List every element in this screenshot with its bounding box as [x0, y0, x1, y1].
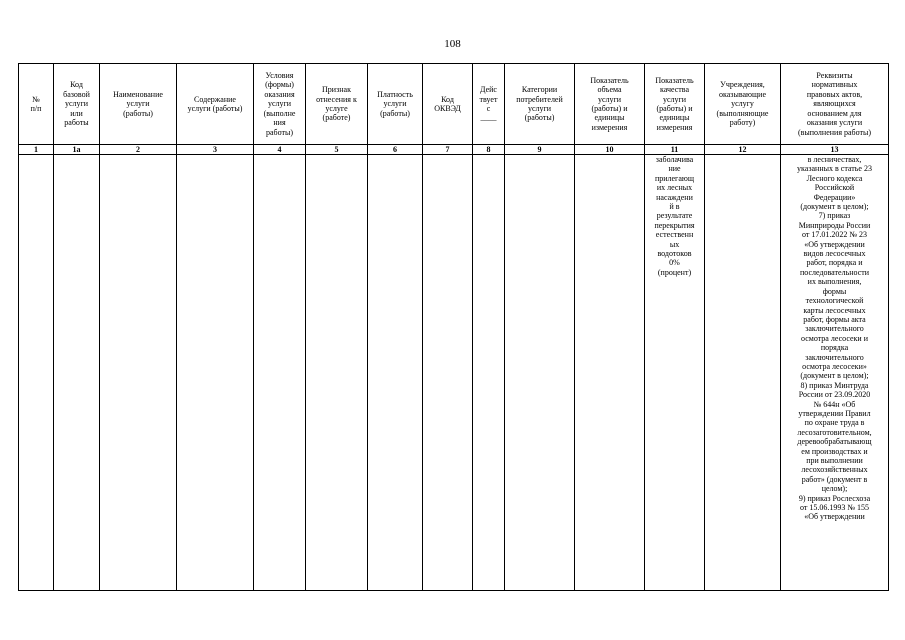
header-row: [19, 64, 889, 145]
column-number: 8: [473, 145, 505, 155]
header-volume-indicator: Показатель объема услуги (работы) и единицы измерения: [575, 64, 645, 145]
header-service-name: Наименование услуги (работы): [100, 64, 177, 145]
cell-volume-indicator: [575, 155, 645, 591]
column-number: 13: [781, 145, 889, 155]
header-row-number: № п/п: [19, 64, 54, 145]
header-quality-indicator: Показатель качества услуги (работы) и единицы измерения: [645, 64, 705, 145]
cell-institutions: [705, 155, 781, 591]
header-conditions: Условия (формы) оказания услуги (выполне ния работы): [254, 64, 306, 145]
cell-legal-acts: в лесничествах, указанных в статье 23 Лесного кодекса Российской Федерации» (документ в целом); 7) приказ Минприроды России от 17.01.2022 № 23 «Об утверждении видов лесосечных работ, порядка и последовательности их выполнения, формы технологической карты лесосечных работ, формы акта заключительного осмотра лесосеки и порядка заключительного осмотра лесосеки» (документ в целом); 8) приказ Минтруда России от 23.09.2020 № 644н «Об утверждении Правил по охране труда в лесозаготовительном, деревообрабатывающ ем производствах и при выполнении лесохозяйственных работ» (документ в целом); 9) приказ Рослесхоза от 15.06.1993 № 155 «Об утверждении: [781, 155, 889, 591]
column-number: 11: [645, 145, 705, 155]
cell-valid-from: [473, 155, 505, 591]
column-number: 9: [505, 145, 575, 155]
column-number-row: [19, 145, 889, 155]
header-valid-from: Дейс твует с ____: [473, 64, 505, 145]
table-row: [19, 155, 889, 591]
column-number: 4: [254, 145, 306, 155]
cell-conditions: [254, 155, 306, 591]
column-number: 5: [306, 145, 368, 155]
column-number: 7: [423, 145, 473, 155]
column-number: 12: [705, 145, 781, 155]
cell-row-number: [19, 155, 54, 591]
header-legal-acts: Реквизиты нормативных правовых актов, являющихся основанием для оказания услуги (выполнения работы): [781, 64, 889, 145]
column-number: 2: [100, 145, 177, 155]
column-number: 1а: [54, 145, 100, 155]
column-number: 1: [19, 145, 54, 155]
column-number: 3: [177, 145, 254, 155]
header-okved: Код ОКВЭД: [423, 64, 473, 145]
header-institutions: Учреждения, оказывающие услугу (выполняющие работу): [705, 64, 781, 145]
cell-quality-indicator: заболачива ние прилегающ их лесных насаждени й в результате перекрытия естественн ых водотоков 0% (процент): [645, 155, 705, 591]
cell-okved: [423, 155, 473, 591]
services-registry-table: [18, 63, 889, 591]
column-number: 10: [575, 145, 645, 155]
column-number: 6: [368, 145, 423, 155]
header-payment: Платность услуги (работы): [368, 64, 423, 145]
page-number: 108: [444, 38, 461, 50]
cell-service-content: [177, 155, 254, 591]
header-base-code: Код базовой услуги или работы: [54, 64, 100, 145]
header-consumer-categories: Категории потребителей услуги (работы): [505, 64, 575, 145]
cell-service-name: [100, 155, 177, 591]
cell-attribute: [306, 155, 368, 591]
cell-consumer-categories: [505, 155, 575, 591]
cell-payment: [368, 155, 423, 591]
cell-base-code: [54, 155, 100, 591]
header-attribute: Признак отнесения к услуге (работе): [306, 64, 368, 145]
header-service-content: Содержание услуги (работы): [177, 64, 254, 145]
